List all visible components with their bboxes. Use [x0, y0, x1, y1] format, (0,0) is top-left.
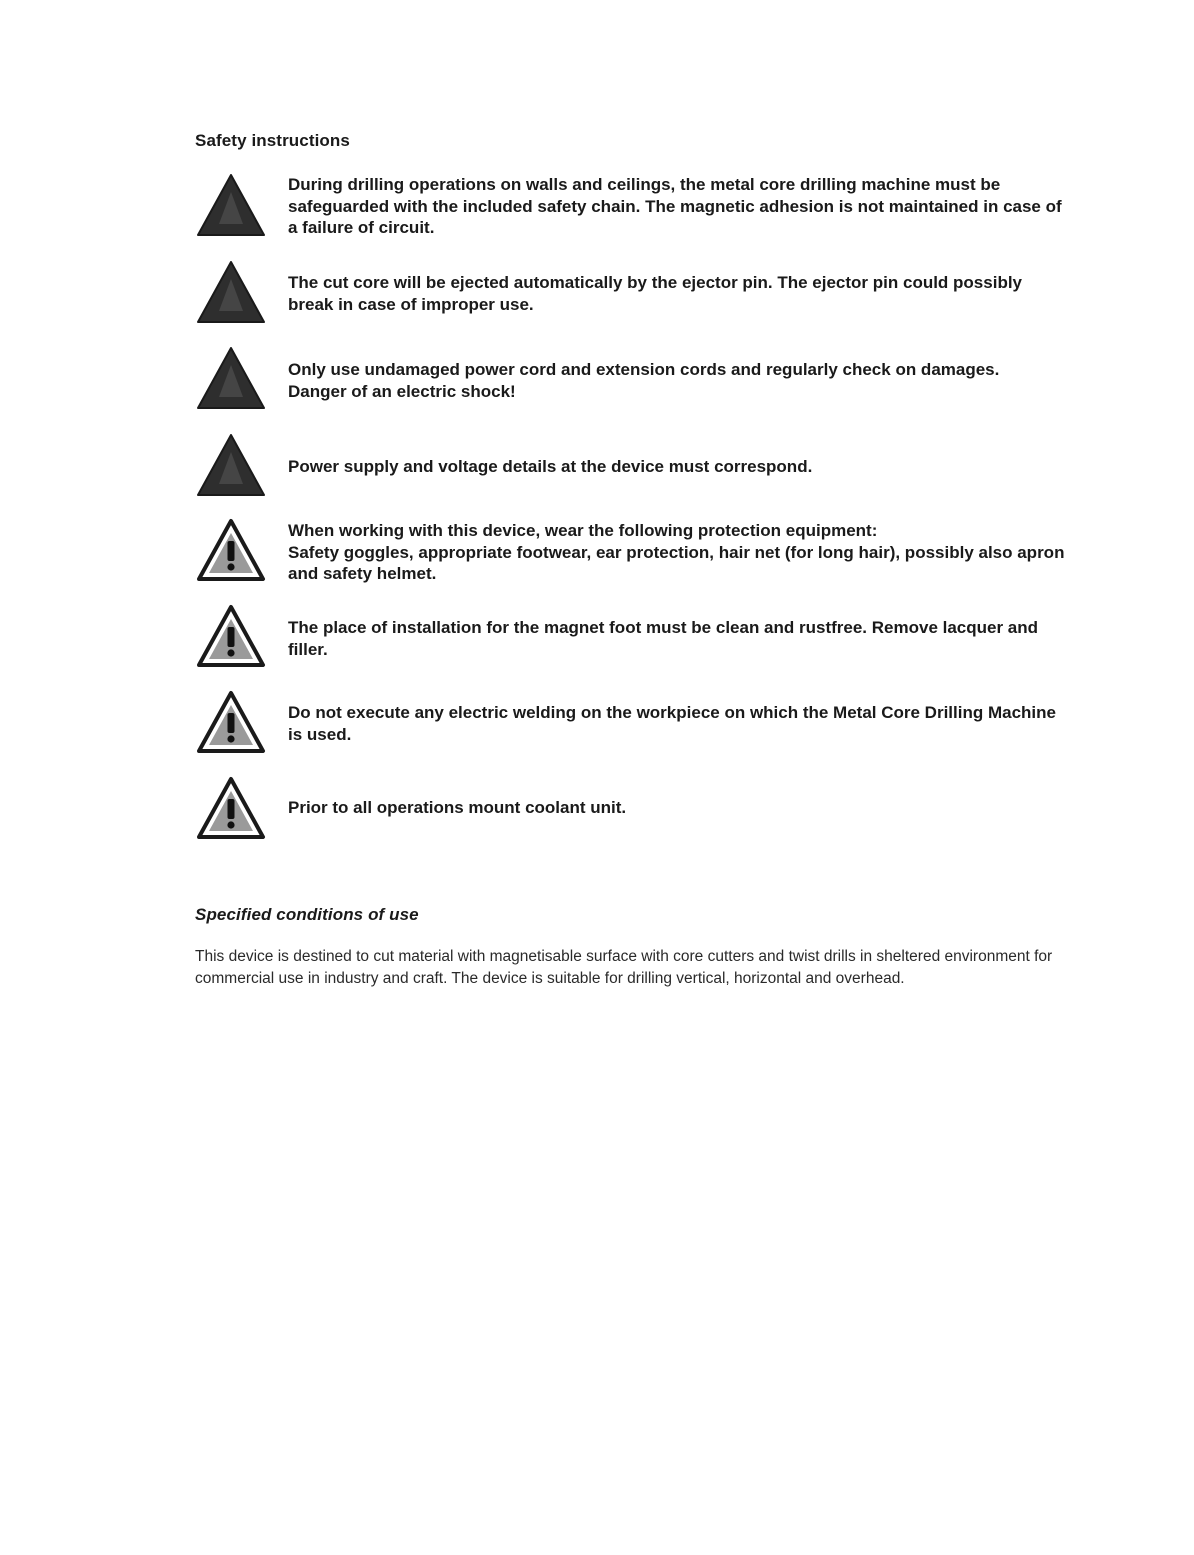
safety-instruction-text: During drilling operations on walls and ceilings, the metal core drilling machine must be safeguarded with the included safety chain. The magnetic adhesion is not maintained in case of a failure of circuit.: [288, 175, 1062, 237]
exclamation-warning-triangle-icon: [195, 775, 267, 841]
filled-warning-triangle-icon: [195, 345, 267, 411]
filled-warning-triangle-icon: [195, 172, 267, 238]
safety-instruction-text: The place of installation for the magnet foot must be clean and rustfree. Remove lacquer and filler.: [288, 618, 1039, 659]
safety-instruction-text: When working with this device, wear the following protection equipment: Safety goggles, appropriate footwear, ear protection, hair net (for long hair), possibly also apron and safety helmet.: [288, 521, 1065, 583]
filled-warning-triangle-icon: [195, 259, 267, 325]
safety-instruction-text: Power supply and voltage details at the device must correspond.: [288, 457, 813, 476]
safety-instructions-heading: Safety instructions: [195, 131, 350, 150]
conditions-of-use-heading: Specified conditions of use: [195, 905, 419, 924]
exclamation-warning-triangle-icon: [195, 517, 267, 583]
safety-instruction-text: Prior to all operations mount coolant unit.: [288, 798, 627, 817]
safety-instruction-text: The cut core will be ejected automatically by the ejector pin. The ejector pin could possibly break in case of improper use.: [288, 273, 1023, 314]
exclamation-warning-triangle-icon: [195, 689, 267, 755]
safety-instruction-text: Only use undamaged power cord and extension cords and regularly check on damages. Danger of an electric shock!: [288, 360, 1000, 401]
safety-instruction-text: Do not execute any electric welding on the workpiece on which the Metal Core Drilling Machine is used.: [288, 703, 1056, 744]
filled-warning-triangle-icon: [195, 432, 267, 498]
exclamation-warning-triangle-icon: [195, 603, 267, 669]
conditions-of-use-paragraph: This device is destined to cut material with magnetisable surface with core cutters and twist drills in sheltered environment for commercial use in industry and craft. The device is suitable for drilling vertical, horizontal and overhead.: [195, 948, 1053, 987]
